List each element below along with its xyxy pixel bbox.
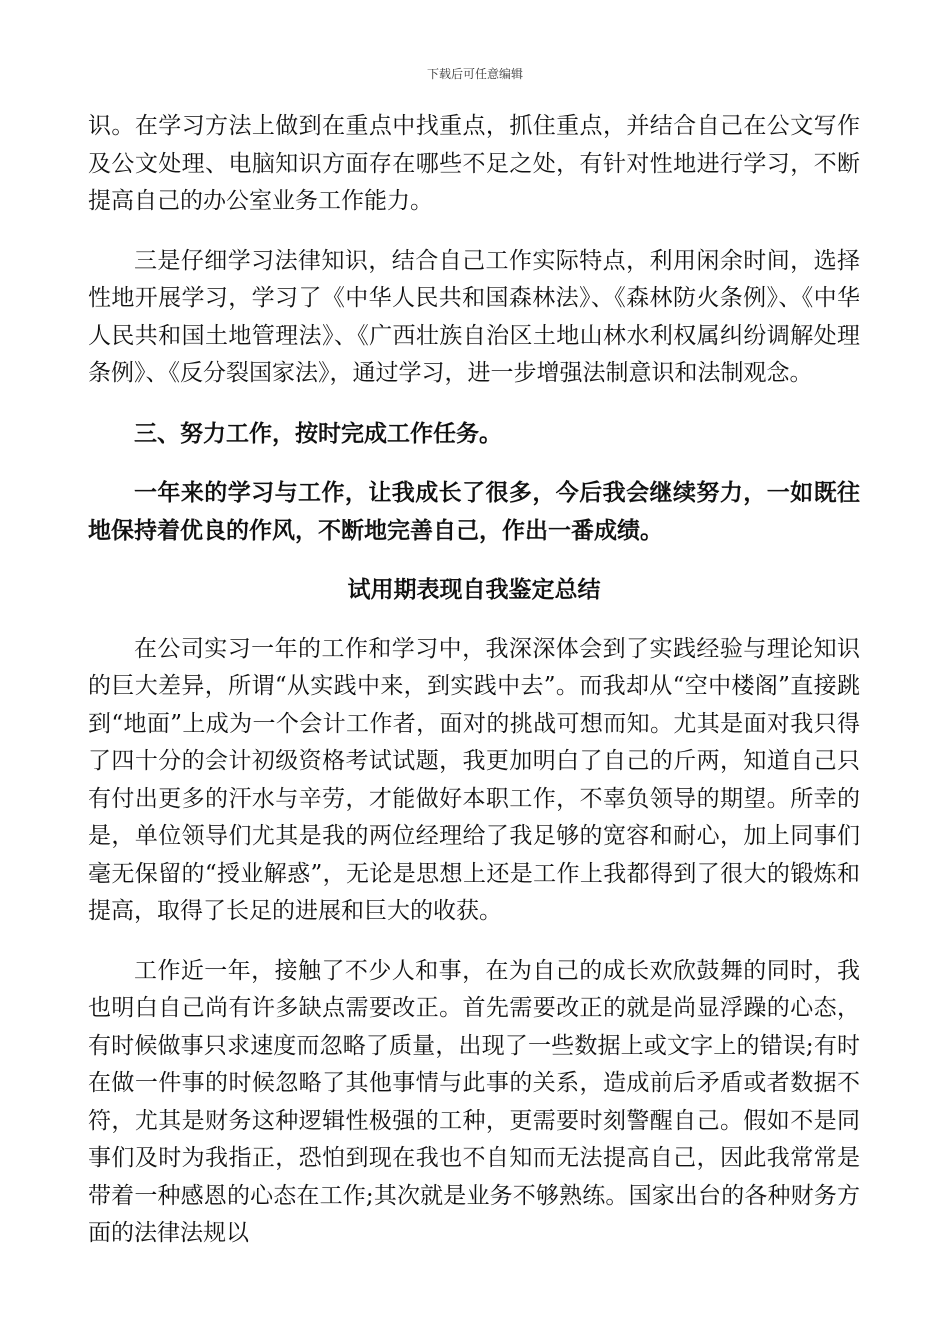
paragraph-conclusion: 一年来的学习与工作，让我成长了很多，今后我会继续努力，一如既往地保持着优良的作风，不断地完善自己，作出一番成绩。 <box>88 479 860 544</box>
section-heading-work: 三、努力工作，按时完成工作任务。 <box>134 419 502 447</box>
paragraph-shortcomings: 工作近一年，接触了不少人和事，在为自己的成长欢欣鼓舞的同时，我也明白自己尚有许多缺点需要改正。首先需要改正的就是尚显浮躁的心态，有时候做事只求速度而忽略了质量，出现了一些数据上或文字上的错误;有时在做一件事的时候忽略了其他事情与此事的关系，造成前后矛盾或者数据不符，尤其是财务这种逻辑性极强的工种，更需要时刻警醒自己。假如不是同事们及时为我指正，恐怕到现在我也不自知而无法提高自己，因此我常常是带着一种感恩的心态在工作;其次就是业务不够熟练。国家出台的各种财务方面的法律法规以 <box>88 957 860 1246</box>
paragraph-legal-study: 三是仔细学习法律知识，结合自己工作实际特点，利用闲余时间，选择性地开展学习，学习了《中华人民共和国森林法》、《森林防火条例》、《中华人民共和国土地管理法》、《广西壮族自治区土地山林水利权属纠纷调解处理条例》、《反分裂国家法》，通过学习，进一步增强法制意识和法制观念。 <box>88 247 860 386</box>
document-title: 试用期表现自我鉴定总结 <box>347 576 601 603</box>
document-body <box>88 108 860 1253</box>
paragraph-internship-experience: 在公司实习一年的工作和学习中，我深深体会到了实践经验与理论知识的巨大差异，所谓“从实践中来，到实践中去”。而我却从“空中楼阁”直接跳到“地面”上成为一个会计工作者，面对的挑战可想而知。尤其是面对我只得了四十分的会计初级资格考试试题，我更加明白了自己的斤两，知道自己只有付出更多的汗水与辛劳，才能做好本职工作，不辜负领导的期望。所幸的是，单位领导们尤其是我的两位经理给了我足够的宽容和耐心，加上同事们毫无保留的“授业解惑”，无论是思想上还是工作上我都得到了很大的锻炼和提高，取得了长足的进展和巨大的收获。 <box>88 635 860 924</box>
page-header: 下载后可任意编辑 <box>426 67 523 81</box>
paragraph-study-methods: 识。在学习方法上做到在重点中找重点，抓住重点，并结合自己在公文写作及公文处理、电脑知识方面存在哪些不足之处，有针对性地进行学习，不断提高自己的办公室业务工作能力。 <box>88 113 860 214</box>
